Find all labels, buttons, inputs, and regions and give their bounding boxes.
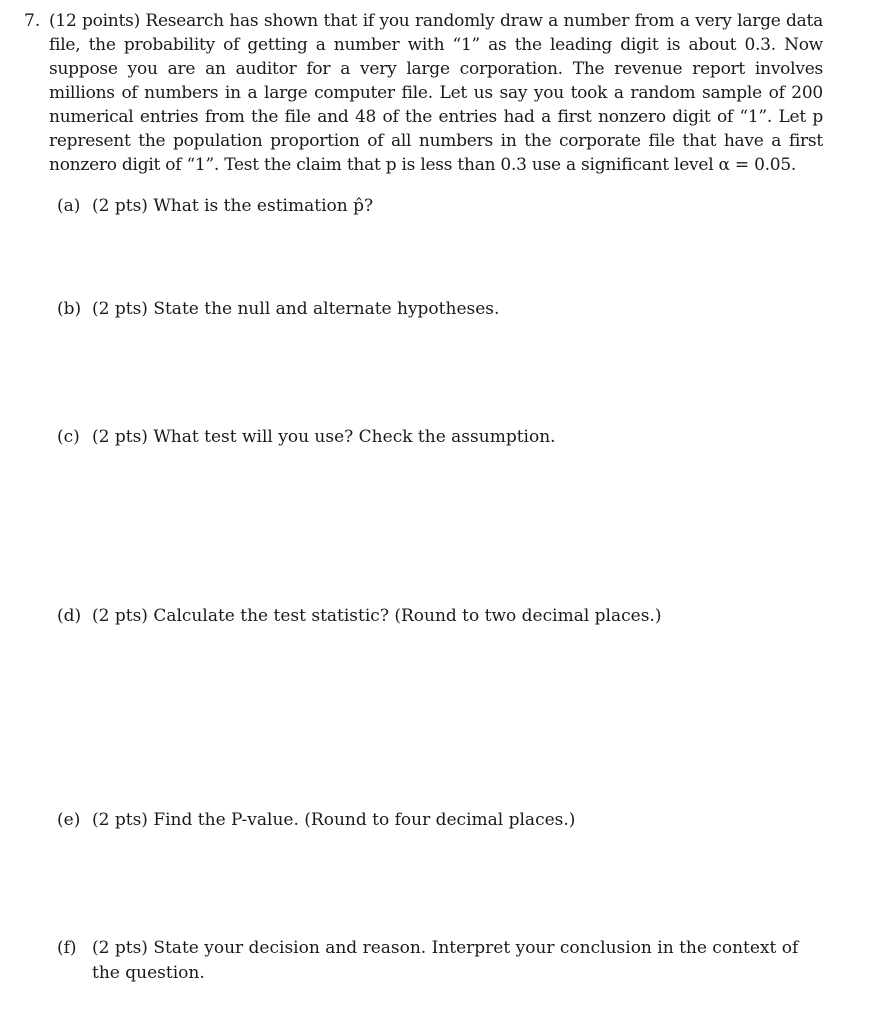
part-c-label: (c) — [57, 427, 80, 447]
part-b-label: (b) — [57, 299, 82, 319]
part-e-question: (2 pts) Find the P-value. (Round to four decimal places.) — [92, 810, 576, 830]
part-a-question: (2 pts) What is the estimation p̂? — [92, 196, 374, 216]
problem-number: 7. — [24, 11, 41, 31]
part-a-label: (a) — [57, 196, 81, 216]
part-d-label: (d) — [57, 606, 82, 626]
part-b-question: (2 pts) State the null and alternate hypotheses. — [92, 299, 500, 319]
part-f-question: (2 pts) State your decision and reason. Interpret your conclusion in the context of the question. — [92, 938, 799, 983]
part-d-question: (2 pts) Calculate the test statistic? (Round to two decimal places.) — [92, 606, 662, 626]
part-c-question: (2 pts) What test will you use? Check the assumption. — [92, 427, 556, 447]
problem-statement: (12 points) Research has shown that if you randomly draw a number from a very large data file, the probability of getting a number with “1” as the leading digit is about 0.3. Now suppose you are an auditor for a very large corporation. The revenue report involves millions of numbers in a large computer file. Let us say you took a random sample of 200 numerical entries from the file and 48 of the entries had a first nonzero digit of “1”. Let p represent the population proportion of all numbers in the corporate file that have a first nonzero digit of “1”. Test the claim that p is less than 0.3 use a significant level α = 0.05. — [49, 11, 823, 175]
part-f-label: (f) — [57, 938, 77, 958]
part-e-label: (e) — [57, 810, 81, 830]
